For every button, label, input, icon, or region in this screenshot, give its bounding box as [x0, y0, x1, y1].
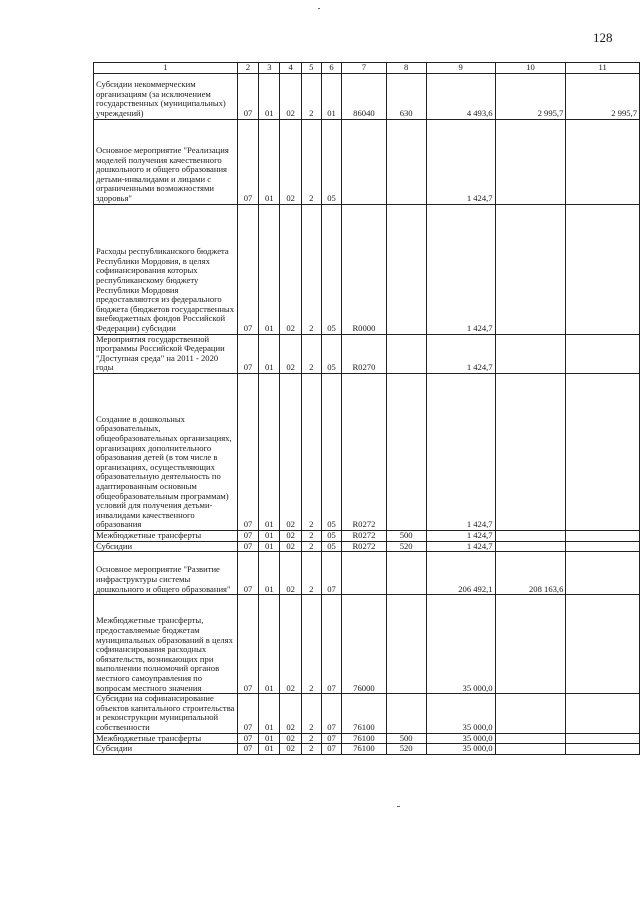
cell-col-7: R0272 — [342, 530, 386, 541]
cell-col-7 — [342, 119, 386, 204]
cell-col-5: 2 — [301, 373, 321, 530]
cell-col-10 — [495, 373, 566, 530]
cell-col-6: 07 — [321, 744, 341, 755]
cell-col-3: 01 — [259, 73, 280, 119]
cell-col-8 — [386, 694, 426, 733]
cell-col-3: 01 — [259, 744, 280, 755]
cell-col-5: 2 — [301, 119, 321, 204]
cell-col-8 — [386, 552, 426, 595]
cell-col-11 — [566, 744, 640, 755]
cell-col-6: 07 — [321, 595, 341, 694]
cell-col-10: 2 995,7 — [495, 73, 566, 119]
cell-col-2: 07 — [237, 541, 258, 552]
row-name-cell: Расходы республиканского бюджета Республики Мордовия, в целях софинансирования которых республиканскому бюджету Республики Мордовия предоставляются из федерального бюджета (бюджетов государственных внебюджетных фондов Российской Федерации) субсидии — [94, 204, 238, 334]
cell-col-11 — [566, 595, 640, 694]
table-row — [94, 733, 640, 744]
cell-col-8: 520 — [386, 744, 426, 755]
cell-col-9: 4 493,6 — [426, 73, 495, 119]
cell-col-6: 07 — [321, 733, 341, 744]
cell-col-4: 02 — [280, 744, 301, 755]
cell-col-7 — [342, 552, 386, 595]
cell-col-5: 2 — [301, 530, 321, 541]
cell-col-4: 02 — [280, 334, 301, 373]
cell-col-3: 01 — [259, 694, 280, 733]
cell-col-6: 05 — [321, 373, 341, 530]
cell-col-11 — [566, 204, 640, 334]
cell-col-8: 630 — [386, 73, 426, 119]
cell-col-2: 07 — [237, 334, 258, 373]
cell-col-4: 02 — [280, 694, 301, 733]
header-cell-col-9: 9 — [426, 63, 495, 74]
cell-col-6: 05 — [321, 541, 341, 552]
cell-col-9: 1 424,7 — [426, 541, 495, 552]
cell-col-11 — [566, 530, 640, 541]
scan-speck — [318, 8, 320, 9]
header-cell-col-10: 10 — [495, 63, 566, 74]
cell-col-2: 07 — [237, 595, 258, 694]
cell-col-6: 07 — [321, 694, 341, 733]
cell-col-9: 1 424,7 — [426, 373, 495, 530]
row-name-cell: Мероприятия государственной программы Российской Федерации "Доступная среда" на 2011 - 2020 годы — [94, 334, 238, 373]
table-row — [94, 595, 640, 694]
row-name-cell: Субсидии — [94, 744, 238, 755]
cell-col-4: 02 — [280, 204, 301, 334]
cell-col-6: 05 — [321, 334, 341, 373]
cell-col-7: 76100 — [342, 694, 386, 733]
cell-col-8: 500 — [386, 530, 426, 541]
cell-col-4: 02 — [280, 530, 301, 541]
cell-col-9: 35 000,0 — [426, 733, 495, 744]
cell-col-6: 07 — [321, 552, 341, 595]
cell-col-5: 2 — [301, 541, 321, 552]
cell-col-7: R0272 — [342, 373, 386, 530]
cell-col-9: 1 424,7 — [426, 530, 495, 541]
cell-col-9: 35 000,0 — [426, 694, 495, 733]
cell-col-10 — [495, 541, 566, 552]
scan-speck — [397, 806, 400, 807]
cell-col-9: 206 492,1 — [426, 552, 495, 595]
budget-table — [93, 62, 640, 755]
cell-col-2: 07 — [237, 204, 258, 334]
table-row — [94, 334, 640, 373]
cell-col-9: 1 424,7 — [426, 334, 495, 373]
cell-col-7: R0272 — [342, 541, 386, 552]
cell-col-10 — [495, 733, 566, 744]
cell-col-4: 02 — [280, 119, 301, 204]
cell-col-8 — [386, 595, 426, 694]
table-row — [94, 744, 640, 755]
header-cell-col-2: 2 — [237, 63, 258, 74]
cell-col-6: 05 — [321, 204, 341, 334]
cell-col-4: 02 — [280, 373, 301, 530]
cell-col-2: 07 — [237, 733, 258, 744]
cell-col-10 — [495, 694, 566, 733]
row-name-cell: Создание в дошкольных образовательных, общеобразовательных организациях, организациях дополнительного образования детей (в том числе в организациях, осуществляющих образовательную деятельность по адаптированным основным общеобразовательным программам) условий для получения детьми-инвалидами качественного образования — [94, 373, 238, 530]
cell-col-4: 02 — [280, 73, 301, 119]
cell-col-2: 07 — [237, 73, 258, 119]
table-row — [94, 204, 640, 334]
cell-col-7: R0000 — [342, 204, 386, 334]
cell-col-4: 02 — [280, 541, 301, 552]
row-name-cell: Межбюджетные трансферты — [94, 530, 238, 541]
cell-col-5: 2 — [301, 204, 321, 334]
cell-col-10 — [495, 530, 566, 541]
row-name-cell: Межбюджетные трансферты — [94, 733, 238, 744]
cell-col-8: 500 — [386, 733, 426, 744]
cell-col-6: 01 — [321, 73, 341, 119]
cell-col-11 — [566, 733, 640, 744]
cell-col-10 — [495, 204, 566, 334]
header-row — [94, 63, 640, 74]
cell-col-11 — [566, 334, 640, 373]
cell-col-3: 01 — [259, 119, 280, 204]
cell-col-9: 35 000,0 — [426, 744, 495, 755]
table-row — [94, 541, 640, 552]
cell-col-5: 2 — [301, 733, 321, 744]
cell-col-3: 01 — [259, 552, 280, 595]
table-row — [94, 694, 640, 733]
header-cell-col-5: 5 — [301, 63, 321, 74]
cell-col-6: 05 — [321, 119, 341, 204]
cell-col-9: 1 424,7 — [426, 204, 495, 334]
cell-col-3: 01 — [259, 373, 280, 530]
cell-col-10 — [495, 334, 566, 373]
table-body — [94, 73, 640, 754]
cell-col-10 — [495, 595, 566, 694]
cell-col-5: 2 — [301, 552, 321, 595]
header-cell-col-8: 8 — [386, 63, 426, 74]
header-cell-col-4: 4 — [280, 63, 301, 74]
cell-col-11 — [566, 694, 640, 733]
cell-col-6: 05 — [321, 530, 341, 541]
table-row — [94, 73, 640, 119]
cell-col-2: 07 — [237, 694, 258, 733]
row-name-cell: Основное мероприятие "Реализация моделей получения качественного дошкольного и общего образования детьми-инвалидами и лицами с ограниченными возможностями здоровья" — [94, 119, 238, 204]
cell-col-3: 01 — [259, 733, 280, 744]
cell-col-8 — [386, 334, 426, 373]
cell-col-7: 76100 — [342, 744, 386, 755]
header-cell-col-11: 11 — [566, 63, 640, 74]
header-cell-col-1: 1 — [94, 63, 238, 74]
row-name-cell: Субсидии на софинансирование объектов капитального строительства и реконструкции муниципальной собственности — [94, 694, 238, 733]
table-row — [94, 530, 640, 541]
cell-col-7: 86040 — [342, 73, 386, 119]
cell-col-8 — [386, 119, 426, 204]
cell-col-2: 07 — [237, 530, 258, 541]
row-name-cell: Основное мероприятие "Развитие инфраструктуры системы дошкольного и общего образования" — [94, 552, 238, 595]
cell-col-5: 2 — [301, 334, 321, 373]
cell-col-7: R0270 — [342, 334, 386, 373]
cell-col-2: 07 — [237, 373, 258, 530]
header-cell-col-6: 6 — [321, 63, 341, 74]
page-number: 128 — [593, 30, 613, 45]
cell-col-11 — [566, 552, 640, 595]
cell-col-3: 01 — [259, 541, 280, 552]
cell-col-7: 76100 — [342, 733, 386, 744]
table-header — [94, 63, 640, 74]
cell-col-2: 07 — [237, 119, 258, 204]
cell-col-8: 520 — [386, 541, 426, 552]
cell-col-9: 35 000,0 — [426, 595, 495, 694]
cell-col-11 — [566, 373, 640, 530]
row-name-cell: Субсидии — [94, 541, 238, 552]
row-name-cell: Субсидии некоммерческим организациям (за исключением государственных (муниципальных) учреждений) — [94, 73, 238, 119]
cell-col-3: 01 — [259, 530, 280, 541]
header-cell-col-7: 7 — [342, 63, 386, 74]
cell-col-11: 2 995,7 — [566, 73, 640, 119]
cell-col-7: 76000 — [342, 595, 386, 694]
cell-col-5: 2 — [301, 694, 321, 733]
cell-col-8 — [386, 204, 426, 334]
cell-col-5: 2 — [301, 744, 321, 755]
cell-col-11 — [566, 119, 640, 204]
cell-col-2: 07 — [237, 744, 258, 755]
cell-col-8 — [386, 373, 426, 530]
cell-col-5: 2 — [301, 595, 321, 694]
cell-col-10: 208 163,6 — [495, 552, 566, 595]
cell-col-2: 07 — [237, 552, 258, 595]
cell-col-3: 01 — [259, 334, 280, 373]
cell-col-3: 01 — [259, 595, 280, 694]
cell-col-11 — [566, 541, 640, 552]
cell-col-3: 01 — [259, 204, 280, 334]
row-name-cell: Межбюджетные трансферты, предоставляемые бюджетам муниципальных образований в целях софинансирования расходных обязательств, возникающих при выполнении полномочий органов местного самоуправления по вопросам местного значения — [94, 595, 238, 694]
cell-col-4: 02 — [280, 733, 301, 744]
cell-col-4: 02 — [280, 552, 301, 595]
cell-col-5: 2 — [301, 73, 321, 119]
cell-col-10 — [495, 119, 566, 204]
cell-col-9: 1 424,7 — [426, 119, 495, 204]
header-cell-col-3: 3 — [259, 63, 280, 74]
table-row — [94, 119, 640, 204]
table-row — [94, 373, 640, 530]
cell-col-10 — [495, 744, 566, 755]
cell-col-4: 02 — [280, 595, 301, 694]
table-row — [94, 552, 640, 595]
